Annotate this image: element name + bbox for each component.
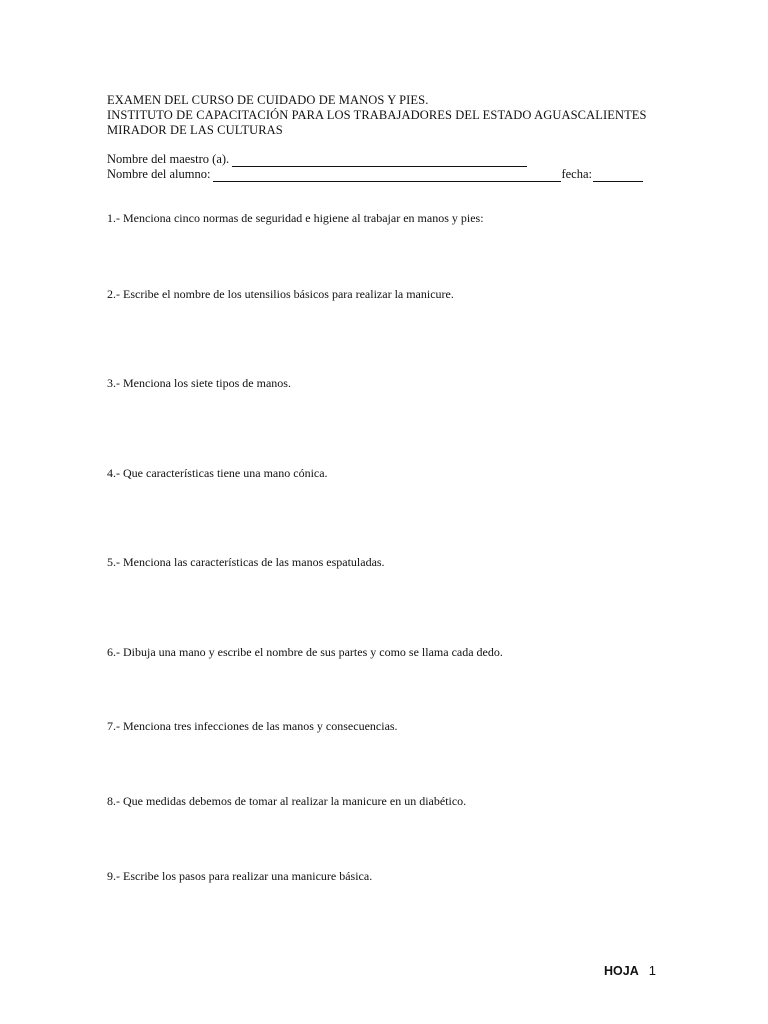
question-6: 6.- Dibuja una mano y escribe el nombre de sus partes y como se llama cada dedo.: [107, 645, 503, 659]
exam-header: [107, 93, 647, 138]
page-footer: [604, 963, 656, 978]
question-5: 5.- Menciona las características de las manos espatuladas.: [107, 555, 385, 569]
student-name-label: Nombre del alumno:: [107, 167, 211, 181]
location-name: MIRADOR DE LAS CULTURAS: [107, 123, 283, 137]
question-9: 9.- Escribe los pasos para realizar una manicure básica.: [107, 869, 373, 883]
question-4: 4.- Que características tiene una mano cónica.: [107, 466, 328, 480]
question-1: 1.- Menciona cinco normas de seguridad e higiene al trabajar en manos y pies:: [107, 211, 484, 225]
teacher-name-label: Nombre del maestro (a).: [107, 152, 230, 166]
sheet-label: HOJA: [604, 964, 639, 978]
student-name-row: [107, 167, 643, 182]
question-3: 3.- Menciona los siete tipos de manos.: [107, 376, 291, 390]
institute-name: INSTITUTO DE CAPACITACIÓN PARA LOS TRABAJADORES DEL ESTADO AGUASCALIENTES: [107, 108, 647, 122]
teacher-name-row: [107, 152, 643, 167]
student-name-blank[interactable]: [213, 170, 561, 182]
exam-title: EXAMEN DEL CURSO DE CUIDADO DE MANOS Y PIES.: [107, 93, 429, 107]
date-label: fecha:: [561, 167, 592, 181]
sheet-number: 1: [648, 963, 656, 978]
teacher-name-blank[interactable]: [232, 155, 527, 167]
date-blank[interactable]: [593, 170, 643, 182]
question-8: 8.- Que medidas debemos de tomar al realizar la manicure en un diabético.: [107, 794, 467, 808]
student-info-fields: [107, 152, 643, 182]
question-2: 2.- Escribe el nombre de los utensilios básicos para realizar la manicure.: [107, 287, 454, 301]
question-7: 7.- Menciona tres infecciones de las manos y consecuencias.: [107, 719, 398, 733]
